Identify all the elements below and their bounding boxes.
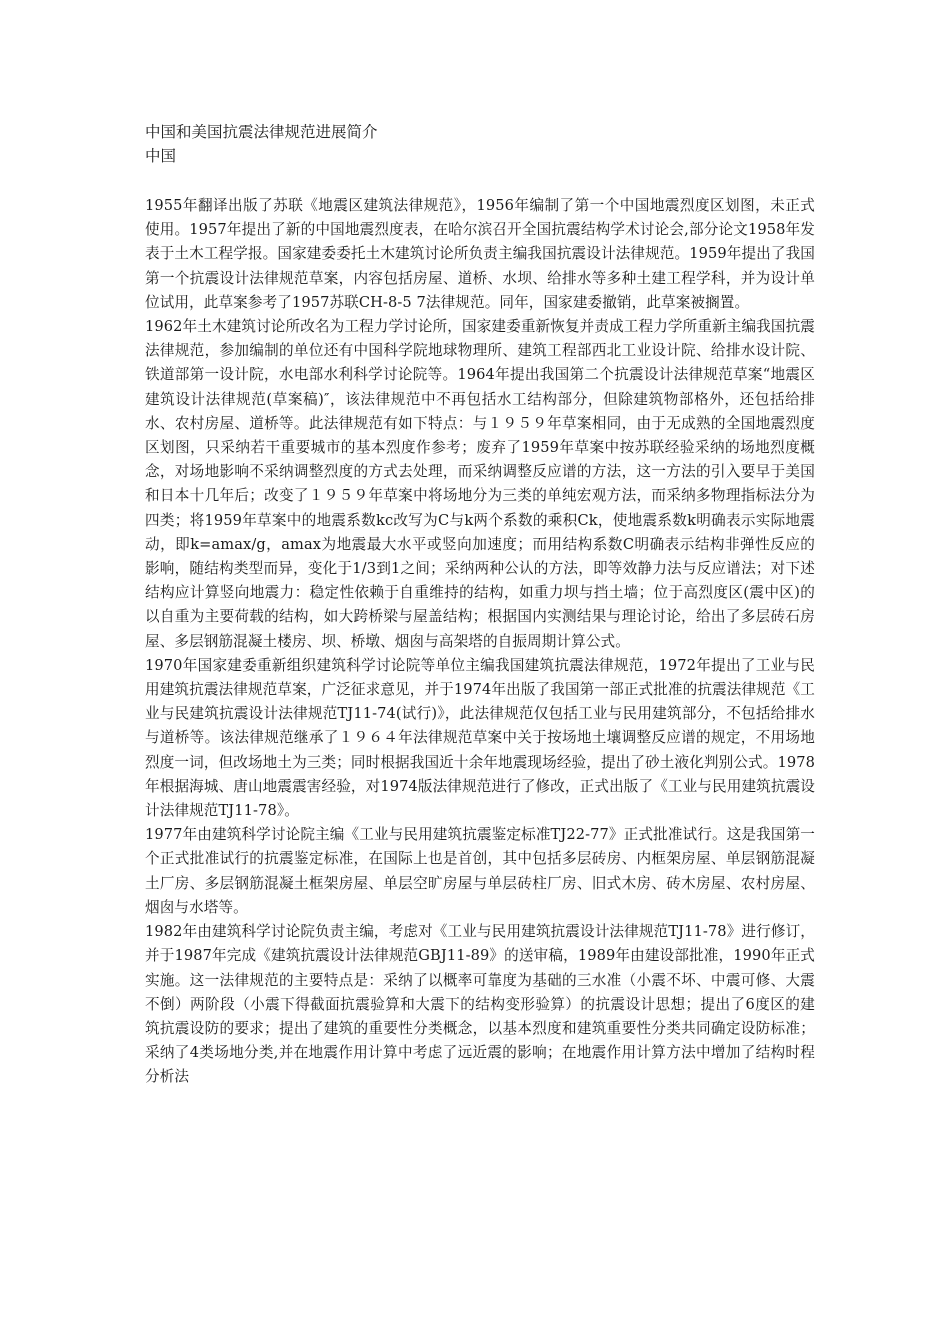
document-subtitle: 中国 bbox=[145, 147, 177, 165]
document-page bbox=[145, 120, 815, 1090]
paragraph-1982: 1982年由建筑科学讨论院负责主编，考虑对《工业与民用建筑抗震设计法律规范TJ11-78》进行修订，并于1987年完成《建筑抗震设计法律规范GBJ11-89》的送审稿，1989年由建设部批准，1990年正式实施。这一法律规范的主要特点是：采纳了以概率可靠度为基础的三水准（小震不坏、中震可修、大震不倒）两阶段（小震下得截面抗震验算和大震下的结构变形验算）的抗震设计思想；提出了6度区的建筑抗震设防的要求；提出了建筑的重要性分类概念，以基本烈度和建筑重要性分类共同确定设防标准；采纳了4类场地分类,并在地震作用计算中考虑了远近震的影响；在地震作用计算方法中增加了结构时程分析法 bbox=[145, 923, 815, 1086]
document-title: 中国和美国抗震法律规范进展简介 bbox=[145, 123, 378, 141]
paragraph-1977: 1977年由建筑科学讨论院主编《工业与民用建筑抗震鉴定标准TJ22-77》正式批准试行。这是我国第一个正式批准试行的抗震鉴定标准，在国际上也是首创，其中包括多层砖房、内框架房屋、单层钢筋混凝土厂房、多层钢筋混凝土框架房屋、单层空旷房屋与单层砖柱厂房、旧式木房、砖木房屋、农村房屋、烟囱与水塔等。 bbox=[145, 826, 815, 916]
paragraph-1955: 1955年翻译出版了苏联《地震区建筑法律规范》，1956年编制了第一个中国地震烈度区划图，未正式使用。1957年提出了新的中国地震烈度表，在哈尔滨召开全国抗震结构学术讨论会,部分论文1958年发表于土木工程学报。国家建委委托土木建筑讨论所负责主编我国抗震设计法律规范。1959年提出了我国第一个抗震设计法律规范草案，内容包括房屋、道桥、水坝、给排水等多种土建工程学科，并为设计单位试用，此草案参考了1957苏联CH-8-5 7法律规范。同年，国家建委撤销，此草案被搁置。 bbox=[145, 197, 815, 311]
paragraph-1962: 1962年土木建筑讨论所改名为工程力学讨论所，国家建委重新恢复并责成工程力学所重新主编我国抗震法律规范，参加编制的单位还有中国科学院地球物理所、建筑工程部西北工业设计院、给排水设计院、铁道部第一设计院，水电部水利科学讨论院等。1964年提出我国第二个抗震设计法律规范草案“地震区建筑设计法律规范(草案稿)″，该法律规范中不再包括水工结构部分，但除建筑物部格外，还包括给排水、农村房屋、道桥等。此法律规范有如下特点：与１９５９年草案相同，由于无成熟的全国地震烈度区划图，只采纳若干重要城市的基本烈度作参考；废弃了1959年草案中按苏联经验采纳的场地烈度概念，对场地影响不采纳调整烈度的方式去处理，而采纳调整反应谱的方法，这一方法的引入要早于美国和日本十几年后；改变了１９５９年草案中将场地分为三类的单纯宏观方法，而采纳多物理指标法分为四类；将1959年草案中的地震系数kc改写为C与k两个系数的乘积Ck，使地震系数k明确表示实际地震动，即k=amax/g，amax为地震最大水平或竖向加速度；而用结构系数C明确表示结构非弹性反应的影响，随结构类型而异，变化于1/3到1之间；采纳两种公认的方法，即等效静力法与反应谱法；对下述结构应计算竖向地震力：稳定性依赖于自重维持的结构，如重力坝与挡土墙；位于高烈度区(震中区)的以自重为主要荷载的结构，如大跨桥梁与屋盖结构；根据国内实测结果与理论讨论，给出了多层砖石房屋、多层钢筋混凝土楼房、坝、桥墩、烟囱与高架塔的自振周期计算公式。 bbox=[145, 318, 815, 650]
paragraph-1970: 1970年国家建委重新组织建筑科学讨论院等单位主编我国建筑抗震法律规范，1972年提出了工业与民用建筑抗震法律规范草案，广泛征求意见，并于1974年出版了我国第一部正式批准的抗震法律规范《工业与民建筑抗震设计法律规范TJ11-74(试行)》，此法律规范仅包括工业与民用建筑部分，不包括给排水与道桥等。该法律规范继承了１９６４年法律规范草案中关于按场地土壤调整反应谱的规定，不用场地烈度一词，但改场地土为三类；同时根据我国近十余年地震现场经验，提出了砂土液化判别公式。1978年根据海城、唐山地震震害经验，对1974版法律规范进行了修改，正式出版了《工业与民用建筑抗震设计法律规范TJ11-78》。 bbox=[145, 656, 815, 820]
